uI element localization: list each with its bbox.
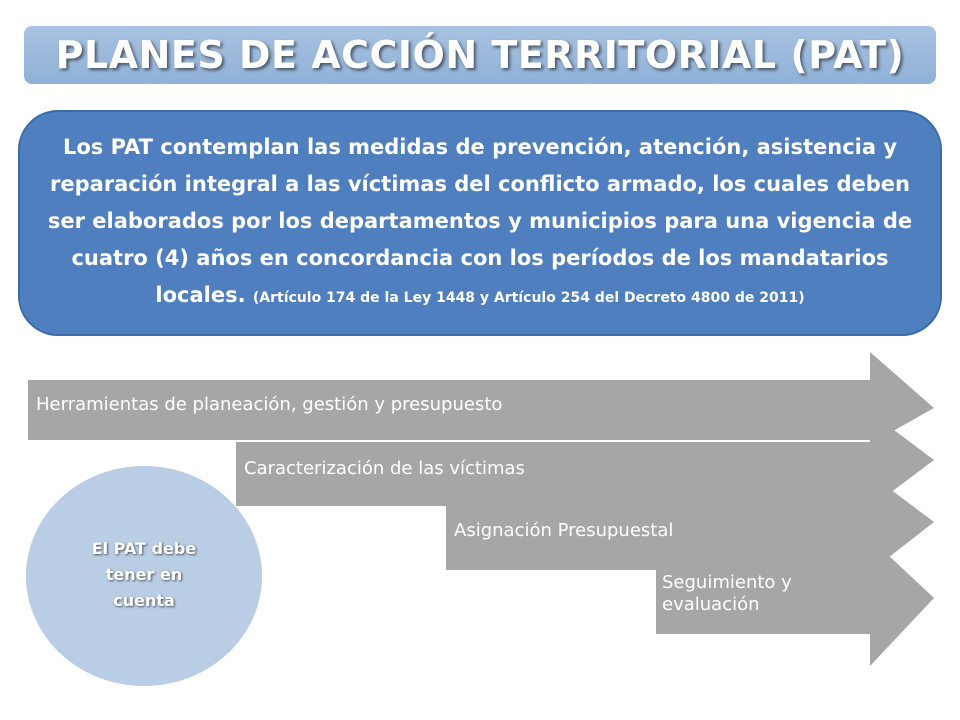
description-reference: (Artículo 174 de la Ley 1448 y Artículo 254 del Decreto 4800 de 2011) bbox=[252, 290, 805, 306]
description-text bbox=[40, 129, 920, 317]
circle-label bbox=[26, 536, 262, 614]
page-title: PLANES DE ACCIÓN TERRITORIAL (PAT) bbox=[55, 33, 905, 77]
step-label-2: Caracterización de las víctimas bbox=[244, 458, 525, 479]
description-box bbox=[18, 110, 942, 336]
step-label-4: Seguimiento y evaluación bbox=[662, 572, 792, 615]
circle-label-text: El PAT debe tener en cuenta bbox=[91, 539, 197, 610]
step-label-1: Herramientas de planeación, gestión y presupuesto bbox=[36, 394, 503, 415]
description-main: Los PAT contemplan las medidas de prevención, atención, asistencia y reparación integral a las víctimas del conflicto armado, los cuales deben ser elaborados por los departamentos y municipios para una vigencia de cuatro (4) años en concordancia con los períodos de los mandatarios locales. bbox=[47, 135, 913, 307]
step-label-3: Asignación Presupuestal bbox=[454, 520, 674, 541]
step-arrow-4 bbox=[656, 538, 934, 666]
